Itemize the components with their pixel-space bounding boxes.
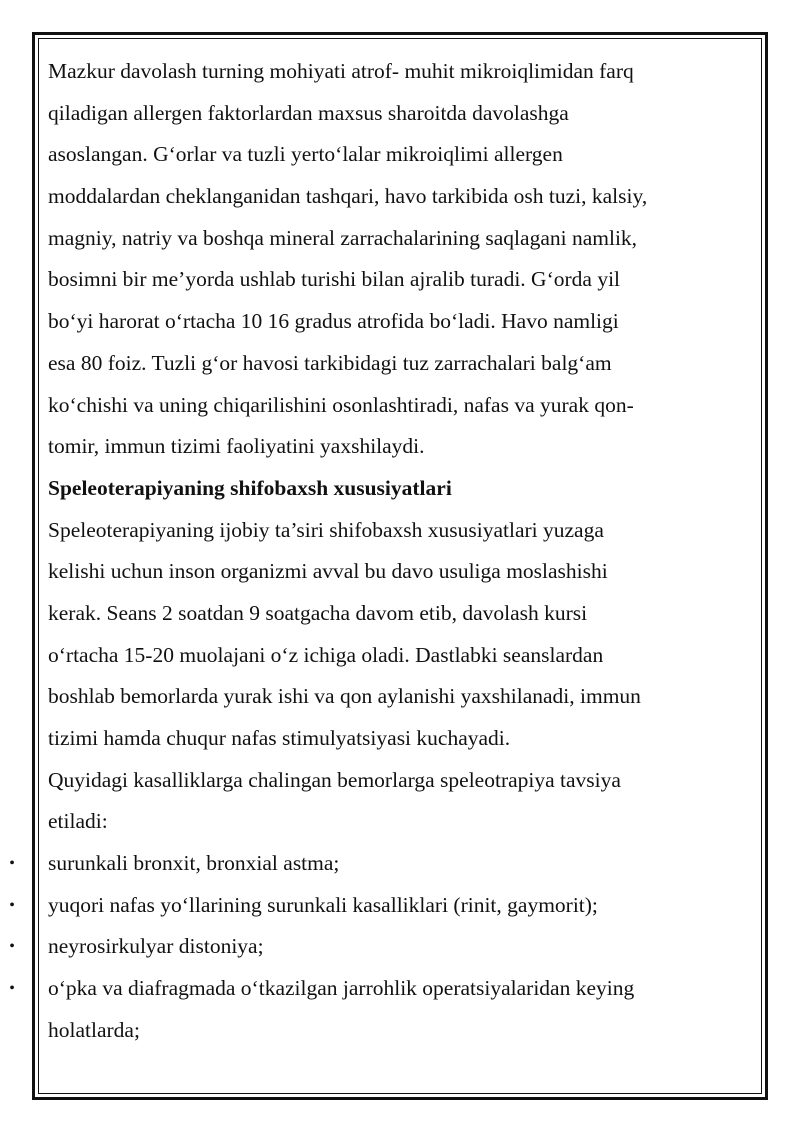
indications-list (9, 843, 738, 1051)
text-line: tomir, immun tizimi faoliyatini yaxshilaydi. (48, 434, 425, 459)
text-line: kelishi uchun inson organizmi avval bu davo usuliga moslashishi (48, 559, 608, 584)
text-line: tizimi hamda chuqur nafas stimulyatsiyasi kuchayadi. (48, 726, 511, 750)
text-line: qiladigan allergen faktorlardan maxsus sharoitda davolashga (48, 100, 569, 125)
text-line: bo‘yi harorat o‘rtacha 10 16 gradus atrofida bo‘ladi. Havo namligi (48, 309, 619, 334)
list-item-text: yuqori nafas yo‘llarining surunkali kasalliklari (rinit, gaymorit); (48, 892, 598, 917)
bullet-icon: • (9, 938, 15, 956)
text-line: kerak. Seans 2 soatdan 9 soatgacha davom etib, davolash kursi (48, 600, 588, 625)
text-line: Mazkur davolash turning mohiyati atrof- muhit mikroiqlimidan farq (48, 59, 634, 83)
text-line: Speleoterapiyaning ijobiy ta’siri shifobaxsh xususiyatlari yuzaga (48, 517, 604, 542)
section-heading: Speleoterapiyaning shifobaxsh xususiyatlari (48, 475, 452, 500)
text-line: esa 80 foiz. Tuzli g‘or havosi tarkibidagi tuz zarrachalari balg‘am (48, 350, 612, 375)
list-item (9, 968, 738, 1051)
text-line: Quyidagi kasalliklarga chalingan bemorlarga speleotrapiya tavsiya (48, 767, 621, 792)
list-item (9, 885, 738, 927)
document-body (9, 51, 738, 1052)
text-line: asoslangan. G‘orlar va tuzli yerto‘lalar mikroiqlimi allergen (48, 142, 563, 167)
paragraph-intro (48, 51, 738, 468)
text-line: bosimni bir me’yorda ushlab turishi bilan ajralib turadi. G‘orda yil (48, 267, 621, 292)
list-item (9, 926, 738, 968)
list-item (9, 843, 738, 885)
list-item-text: holatlarda; (48, 1017, 140, 1042)
bullet-icon: • (9, 855, 15, 873)
text-line: ko‘chishi va uning chiqarilishini osonlashtiradi, nafas va yurak qon- (48, 392, 634, 417)
text-line: magniy, natriy va boshqa mineral zarrachalarining saqlagani namlik, (48, 225, 638, 250)
text-line: o‘rtacha 15-20 muolajani o‘z ichiga oladi. Dastlabki seanslardan (48, 642, 604, 667)
list-item-text: neyrosirkulyar distoniya; (48, 934, 264, 959)
bullet-icon: • (9, 896, 15, 914)
paragraph-benefits (48, 510, 738, 760)
text-line: moddalardan cheklanganidan tashqari, havo tarkibida osh tuzi, kalsiy, (48, 184, 648, 209)
list-item-text: surunkali bronxit, bronxial astma; (48, 851, 340, 876)
text-line: etiladi: (48, 809, 108, 834)
text-line: boshlab bemorlarda yurak ishi va qon aylanishi yaxshilanadi, immun (48, 684, 641, 709)
bullet-icon: • (9, 980, 15, 998)
list-item-text: o‘pka va diafragmada o‘tkazilgan jarrohlik operatsiyalaridan keying (48, 976, 635, 1001)
paragraph-recommendation (48, 760, 738, 843)
